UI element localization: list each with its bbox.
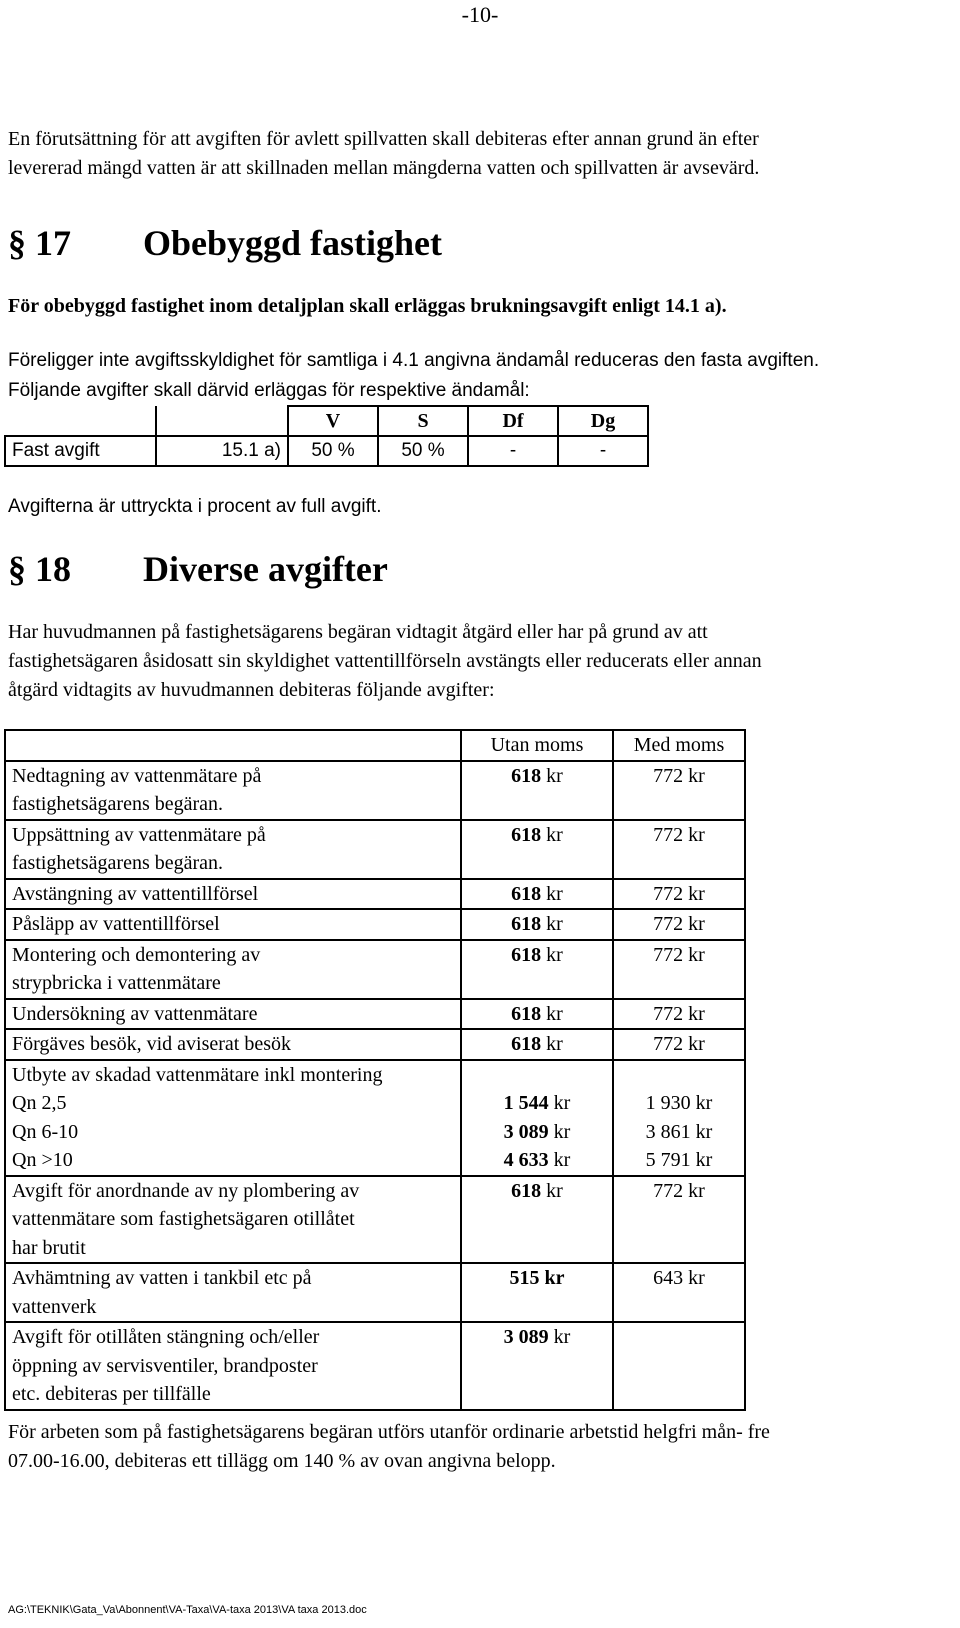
- amount: 618: [511, 1033, 542, 1055]
- section-number: 17: [35, 223, 71, 263]
- amount: 618: [511, 943, 542, 966]
- closing-line-1: För arbeten som på fastighetsägarens begäran utförs utanför ordinarie arbetstid helgfri mån- fre: [8, 1421, 770, 1443]
- fee-description: [5, 909, 461, 940]
- fee-excl-vat: [461, 1060, 613, 1176]
- fee-incl-vat-value: 772 kr: [653, 882, 705, 905]
- fee-incl-vat-value: [614, 1061, 744, 1090]
- table-row: [5, 820, 745, 879]
- fee-description-line: Undersökning av vattenmätare: [12, 1002, 258, 1025]
- section-17-text-1: Föreligger inte avgiftsskyldighet för samtliga i 4.1 angivna ändamål reduceras den fasta avgiften.: [8, 350, 820, 371]
- page-number: -10-: [461, 2, 499, 27]
- fee-incl-vat-value: 643 kr: [653, 1267, 705, 1289]
- currency-unit: kr: [553, 1092, 571, 1114]
- table-row: [5, 909, 745, 940]
- currency-unit: kr: [546, 943, 563, 966]
- amount: 1 544: [503, 1092, 549, 1114]
- table-header-row: [5, 406, 648, 436]
- section-17-subtitle: För obebyggd fastighet inom detaljplan skall erläggas brukningsavgift enligt 14.1 a).: [8, 295, 727, 317]
- footer-file-path: AG:\TEKNIK\Gata_Va\Abonnent\VA-Taxa\VA-taxa 2013\VA taxa 2013.doc: [8, 1604, 367, 1616]
- row-ref: 15.1 a): [156, 436, 288, 466]
- fee-description: [5, 1322, 461, 1410]
- table-cell: [156, 406, 288, 436]
- fee-excl-vat-value: [462, 1323, 612, 1352]
- section-symbol: §: [8, 549, 26, 589]
- fee-description-line: Qn 6-10: [12, 1120, 79, 1143]
- fee-description-line: strypbricka i vattenmätare: [12, 972, 221, 994]
- fee-description-line: öppning av servisventiler, brandposter: [12, 1354, 318, 1377]
- section-number: 18: [35, 549, 71, 589]
- fee-description-line: Utbyte av skadad vattenmätare inkl montering: [12, 1063, 383, 1086]
- fee-incl-vat: [613, 761, 745, 820]
- fee-excl-vat-value: [462, 1089, 612, 1118]
- fee-excl-vat-value: [462, 762, 612, 791]
- fee-incl-vat: [613, 1029, 745, 1060]
- fee-description-line: Förgäves besök, vid aviserat besök: [12, 1033, 292, 1055]
- amount: 515 kr: [509, 1267, 565, 1289]
- fee-description: [5, 879, 461, 910]
- currency-unit: kr: [546, 764, 563, 787]
- fee-excl-vat-value: [462, 941, 612, 970]
- fee-excl-vat: [461, 1322, 613, 1410]
- fee-description: [5, 999, 461, 1030]
- fee-excl-vat: [461, 999, 613, 1030]
- fast-avgift-table: [4, 405, 649, 467]
- section-17-heading: [8, 222, 442, 264]
- fee-excl-vat-value: [462, 1264, 612, 1293]
- fee-description: [5, 1060, 461, 1176]
- fee-incl-vat-value: [614, 1323, 744, 1352]
- fee-incl-vat-value: 772 kr: [653, 764, 705, 787]
- amount: 618: [511, 764, 542, 787]
- fee-description: [5, 820, 461, 879]
- currency-unit: kr: [553, 1149, 571, 1171]
- currency-unit: kr: [546, 1179, 563, 1202]
- value-s: 50 %: [378, 436, 468, 466]
- section-18-intro-2: fastighetsägaren åsidosatt sin skyldighet vattentillförseln avstängts eller reducerats eller annan: [8, 650, 762, 672]
- col-header-utan-moms: Utan moms: [461, 730, 613, 761]
- intro-line-1: En förutsättning för att avgiften för avlett spillvatten skall debiteras efter annan grund än efter: [8, 128, 759, 150]
- fee-excl-vat-value: [462, 880, 612, 909]
- fee-incl-vat: [613, 879, 745, 910]
- col-header-med-moms: Med moms: [613, 730, 745, 761]
- fee-excl-vat: [461, 879, 613, 910]
- fee-incl-vat: [613, 820, 745, 879]
- col-header-dg: Dg: [558, 406, 648, 436]
- fee-description-line: Qn >10: [12, 1149, 73, 1171]
- currency-unit: kr: [546, 882, 563, 905]
- value-df: -: [468, 436, 558, 466]
- fee-description-line: Nedtagning av vattenmätare på: [12, 764, 262, 787]
- value-v: 50 %: [288, 436, 378, 466]
- table-row: [5, 940, 745, 999]
- table-row: [5, 761, 745, 820]
- amount: 618: [511, 823, 542, 846]
- col-header-v: V: [288, 406, 378, 436]
- section-17-text-2: Följande avgifter skall därvid erläggas för respektive ändamål:: [8, 380, 530, 401]
- fee-description-line: Avgift för otillåten stängning och/eller: [12, 1326, 320, 1348]
- fee-description-line: vattenmätare som fastighetsägaren otillåtet: [12, 1208, 355, 1230]
- fee-description: [5, 1176, 461, 1264]
- fee-excl-vat-value: [462, 1177, 612, 1206]
- fee-incl-vat-value: 772 kr: [653, 943, 705, 966]
- table-row: [5, 436, 648, 466]
- table-cell: [5, 730, 461, 761]
- table-cell: [5, 406, 156, 436]
- fee-excl-vat-value: [462, 821, 612, 850]
- amount: 618: [511, 1002, 542, 1025]
- fee-excl-vat-value: [462, 1000, 612, 1029]
- fee-excl-vat: [461, 1176, 613, 1264]
- fee-incl-vat: [613, 1263, 745, 1322]
- col-header-df: Df: [468, 406, 558, 436]
- fee-description: [5, 1029, 461, 1060]
- currency-unit: kr: [546, 913, 563, 935]
- fee-incl-vat: [613, 999, 745, 1030]
- amount: 4 633: [503, 1149, 549, 1171]
- fee-description-line: Påsläpp av vattentillförsel: [12, 913, 220, 935]
- table-row: [5, 1029, 745, 1060]
- fee-incl-vat-value: 5 791 kr: [645, 1149, 713, 1171]
- amount: 618: [511, 1179, 542, 1202]
- row-label: Fast avgift: [5, 436, 156, 466]
- amount: 3 089: [503, 1326, 549, 1348]
- fee-incl-vat: [613, 1322, 745, 1410]
- fee-excl-vat-value: [462, 1118, 612, 1147]
- fee-incl-vat-value: 1 930 kr: [645, 1092, 713, 1114]
- currency-unit: kr: [546, 1002, 563, 1025]
- fee-incl-vat: [613, 940, 745, 999]
- fee-incl-vat: [613, 1176, 745, 1264]
- fees-header-row: [5, 730, 745, 761]
- table-row: [5, 879, 745, 910]
- fee-excl-vat-value: [462, 910, 612, 939]
- value-dg: -: [558, 436, 648, 466]
- fee-incl-vat: [613, 1060, 745, 1176]
- table-row: [5, 1176, 745, 1264]
- section-18-heading: [8, 548, 388, 590]
- currency-unit: kr: [546, 823, 563, 846]
- fee-excl-vat: [461, 940, 613, 999]
- fee-description-line: vattenverk: [12, 1295, 97, 1318]
- fee-description-line: Avhämtning av vatten i tankbil etc på: [12, 1267, 312, 1289]
- col-header-s: S: [378, 406, 468, 436]
- section-symbol: §: [8, 223, 26, 263]
- fee-description-line: har brutit: [12, 1236, 86, 1259]
- fee-description: [5, 940, 461, 999]
- fee-excl-vat: [461, 820, 613, 879]
- amount: 618: [511, 882, 542, 905]
- intro-line-2: levererad mängd vatten är att skillnaden mellan mängderna vatten och spillvatten är avsevärd.: [8, 157, 760, 179]
- currency-unit: kr: [546, 1033, 563, 1055]
- section-17-note: Avgifterna är uttryckta i procent av full avgift.: [8, 496, 382, 517]
- section-title: Obebyggd fastighet: [143, 223, 443, 263]
- table-row: [5, 1263, 745, 1322]
- table-row: [5, 999, 745, 1030]
- fee-description-line: Montering och demontering av: [12, 943, 261, 966]
- fee-description-line: Uppsättning av vattenmätare på: [12, 823, 266, 846]
- section-18-intro-3: åtgärd vidtagits av huvudmannen debiteras följande avgifter:: [8, 679, 495, 701]
- fee-description: [5, 1263, 461, 1322]
- fee-excl-vat-value: [462, 1030, 612, 1059]
- fee-incl-vat-value: 3 861 kr: [645, 1120, 713, 1143]
- amount: 3 089: [503, 1120, 549, 1143]
- fee-incl-vat-value: 772 kr: [653, 913, 705, 935]
- fee-description-line: fastighetsägarens begäran.: [12, 852, 224, 874]
- fee-description-line: fastighetsägarens begäran.: [12, 793, 224, 815]
- fee-incl-vat-value: 772 kr: [653, 1002, 705, 1025]
- fee-incl-vat: [613, 909, 745, 940]
- fee-description-line: etc. debiteras per tillfälle: [12, 1383, 211, 1405]
- fee-excl-vat: [461, 1263, 613, 1322]
- fee-description-line: Avstängning av vattentillförsel: [12, 882, 259, 905]
- fee-description: [5, 761, 461, 820]
- fee-excl-vat: [461, 1029, 613, 1060]
- section-18-intro-1: Har huvudmannen på fastighetsägarens begäran vidtagit åtgärd eller har på grund av att: [8, 621, 708, 643]
- table-row: [5, 1322, 745, 1410]
- amount: 618: [511, 913, 542, 935]
- fee-excl-vat: [461, 761, 613, 820]
- fee-excl-vat: [461, 909, 613, 940]
- closing-line-2: 07.00-16.00, debiteras ett tillägg om 140 % av ovan angivna belopp.: [8, 1450, 556, 1472]
- fee-excl-vat-value: [462, 1146, 612, 1175]
- fee-description-line: Qn 2,5: [12, 1092, 67, 1114]
- fee-incl-vat-value: 772 kr: [653, 823, 705, 846]
- currency-unit: kr: [553, 1120, 571, 1143]
- fee-excl-vat-value: [462, 1061, 612, 1090]
- table-row: [5, 1060, 745, 1176]
- fee-incl-vat-value: 772 kr: [653, 1033, 705, 1055]
- section-title: Diverse avgifter: [143, 549, 388, 589]
- fee-description-line: Avgift för anordnande av ny plombering av: [12, 1179, 360, 1202]
- fees-table: [4, 729, 746, 1411]
- fee-incl-vat-value: 772 kr: [653, 1179, 705, 1202]
- currency-unit: kr: [553, 1326, 571, 1348]
